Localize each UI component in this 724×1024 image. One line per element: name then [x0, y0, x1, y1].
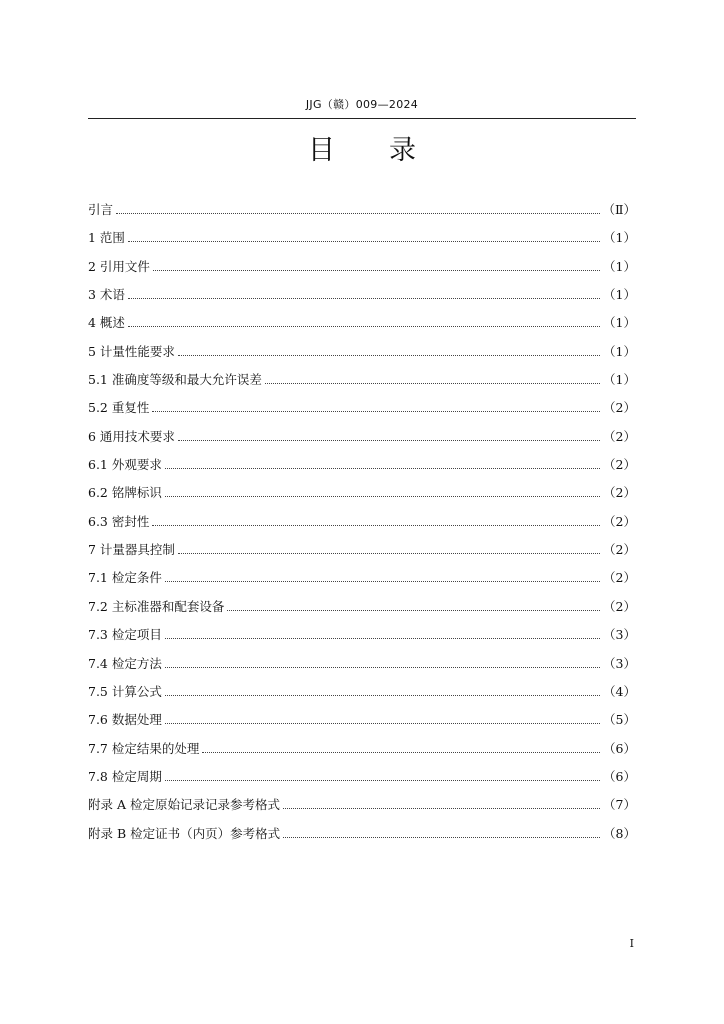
toc-entry[interactable] — [88, 709, 636, 737]
toc-entry-page: （4） — [603, 683, 636, 699]
toc-dot-leader — [178, 539, 600, 554]
toc-entry[interactable] — [88, 284, 636, 312]
toc-entry-page: （1） — [603, 372, 636, 388]
toc-entry-label: 附录 B 检定证书（内页）参考格式 — [88, 825, 281, 841]
toc-entry-label: 7.8 检定周期 — [88, 768, 162, 784]
toc-entry[interactable] — [88, 511, 636, 539]
toc-entry-label: 6 通用技术要求 — [88, 428, 175, 444]
toc-entry[interactable] — [88, 596, 636, 624]
toc-entry[interactable] — [88, 823, 636, 851]
toc-dot-leader — [128, 284, 600, 299]
toc-entry-label: 6.2 铭牌标识 — [88, 485, 162, 501]
toc-entry[interactable] — [88, 539, 636, 567]
toc-dot-leader — [165, 567, 600, 582]
toc-entry[interactable] — [88, 397, 636, 425]
toc-entry-label: 5.2 重复性 — [88, 400, 150, 416]
toc-entry[interactable] — [88, 794, 636, 822]
toc-dot-leader — [165, 624, 600, 639]
toc-entry-label: 5 计量性能要求 — [88, 343, 175, 359]
toc-entry-page: （5） — [603, 712, 636, 728]
toc-entry-page: （1） — [603, 287, 636, 303]
toc-dot-leader — [178, 341, 600, 356]
toc-entry[interactable] — [88, 681, 636, 709]
toc-entry-label: 1 范围 — [88, 230, 125, 246]
toc-entry[interactable] — [88, 341, 636, 369]
toc-entry-label: 7.1 检定条件 — [88, 570, 162, 586]
toc-dot-leader — [165, 766, 600, 781]
page-title — [0, 128, 724, 167]
toc-entry-page: （2） — [603, 457, 636, 473]
toc-entry-page: （2） — [603, 570, 636, 586]
toc-entry-label: 7.4 检定方法 — [88, 655, 162, 671]
toc-entry-page: （1） — [603, 258, 636, 274]
toc-entry[interactable] — [88, 738, 636, 766]
page-number: I — [629, 937, 634, 950]
toc-entry-page: （2） — [603, 400, 636, 416]
header-rule — [88, 118, 636, 119]
toc-dot-leader — [152, 511, 600, 526]
toc-entry-label: 2 引用文件 — [88, 258, 150, 274]
toc-entry-page: （1） — [603, 230, 636, 246]
table-of-contents — [88, 199, 636, 851]
toc-dot-leader — [165, 681, 600, 696]
toc-entry-page: （2） — [603, 485, 636, 501]
toc-entry-page: （1） — [603, 315, 636, 331]
toc-entry-page: （6） — [603, 740, 636, 756]
toc-entry[interactable] — [88, 369, 636, 397]
toc-entry[interactable] — [88, 766, 636, 794]
toc-dot-leader — [128, 227, 600, 242]
toc-entry-page: （2） — [603, 598, 636, 614]
toc-entry-page: （3） — [603, 627, 636, 643]
toc-entry-label: 5.1 准确度等级和最大允许误差 — [88, 372, 262, 388]
toc-entry-page: （Ⅱ） — [602, 202, 636, 217]
toc-dot-leader — [165, 653, 600, 668]
toc-entry[interactable] — [88, 227, 636, 255]
toc-entry-label: 7.5 计算公式 — [88, 683, 162, 699]
toc-entry-label: 3 术语 — [88, 287, 125, 303]
toc-entry-page: （1） — [603, 343, 636, 359]
toc-entry[interactable] — [88, 256, 636, 284]
toc-entry-page: （2） — [603, 428, 636, 444]
toc-entry-label: 6.3 密封性 — [88, 513, 150, 529]
title-char-1: 目 — [308, 135, 335, 166]
toc-entry-label: 4 概述 — [88, 315, 125, 331]
toc-dot-leader — [128, 312, 600, 327]
toc-entry[interactable] — [88, 653, 636, 681]
toc-dot-leader — [227, 596, 600, 611]
toc-entry[interactable] — [88, 482, 636, 510]
toc-entry[interactable] — [88, 426, 636, 454]
toc-entry[interactable] — [88, 312, 636, 340]
toc-dot-leader — [265, 369, 600, 384]
toc-entry-page: （2） — [603, 513, 636, 529]
toc-dot-leader — [116, 199, 599, 214]
toc-entry[interactable] — [88, 199, 636, 227]
toc-entry-label: 附录 A 检定原始记录记录参考格式 — [88, 797, 280, 813]
toc-entry-page: （3） — [603, 655, 636, 671]
toc-entry-label: 7.6 数据处理 — [88, 712, 162, 728]
toc-entry[interactable] — [88, 567, 636, 595]
toc-entry[interactable] — [88, 624, 636, 652]
toc-dot-leader — [153, 256, 600, 271]
toc-dot-leader — [283, 794, 600, 809]
toc-dot-leader — [165, 709, 600, 724]
toc-dot-leader — [165, 454, 600, 469]
toc-dot-leader — [283, 823, 600, 838]
toc-dot-leader — [202, 738, 600, 753]
toc-entry-label: 7.2 主标准器和配套设备 — [88, 598, 225, 614]
document-header-code: JJG（赣）009—2024 — [305, 98, 419, 111]
toc-entry-label: 6.1 外观要求 — [88, 457, 162, 473]
toc-entry-page: （8） — [603, 825, 636, 841]
toc-entry-page: （2） — [603, 542, 636, 558]
toc-entry-label: 7.3 检定项目 — [88, 627, 162, 643]
toc-entry-label: 7.7 检定结果的处理 — [88, 740, 200, 756]
toc-entry[interactable] — [88, 454, 636, 482]
toc-dot-leader — [165, 482, 600, 497]
toc-dot-leader — [152, 397, 600, 412]
toc-entry-label: 引言 — [88, 202, 114, 217]
toc-entry-page: （6） — [603, 768, 636, 784]
toc-entry-label: 7 计量器具控制 — [88, 542, 175, 558]
toc-dot-leader — [178, 426, 600, 441]
title-char-2: 录 — [389, 135, 416, 166]
toc-entry-page: （7） — [603, 797, 636, 813]
